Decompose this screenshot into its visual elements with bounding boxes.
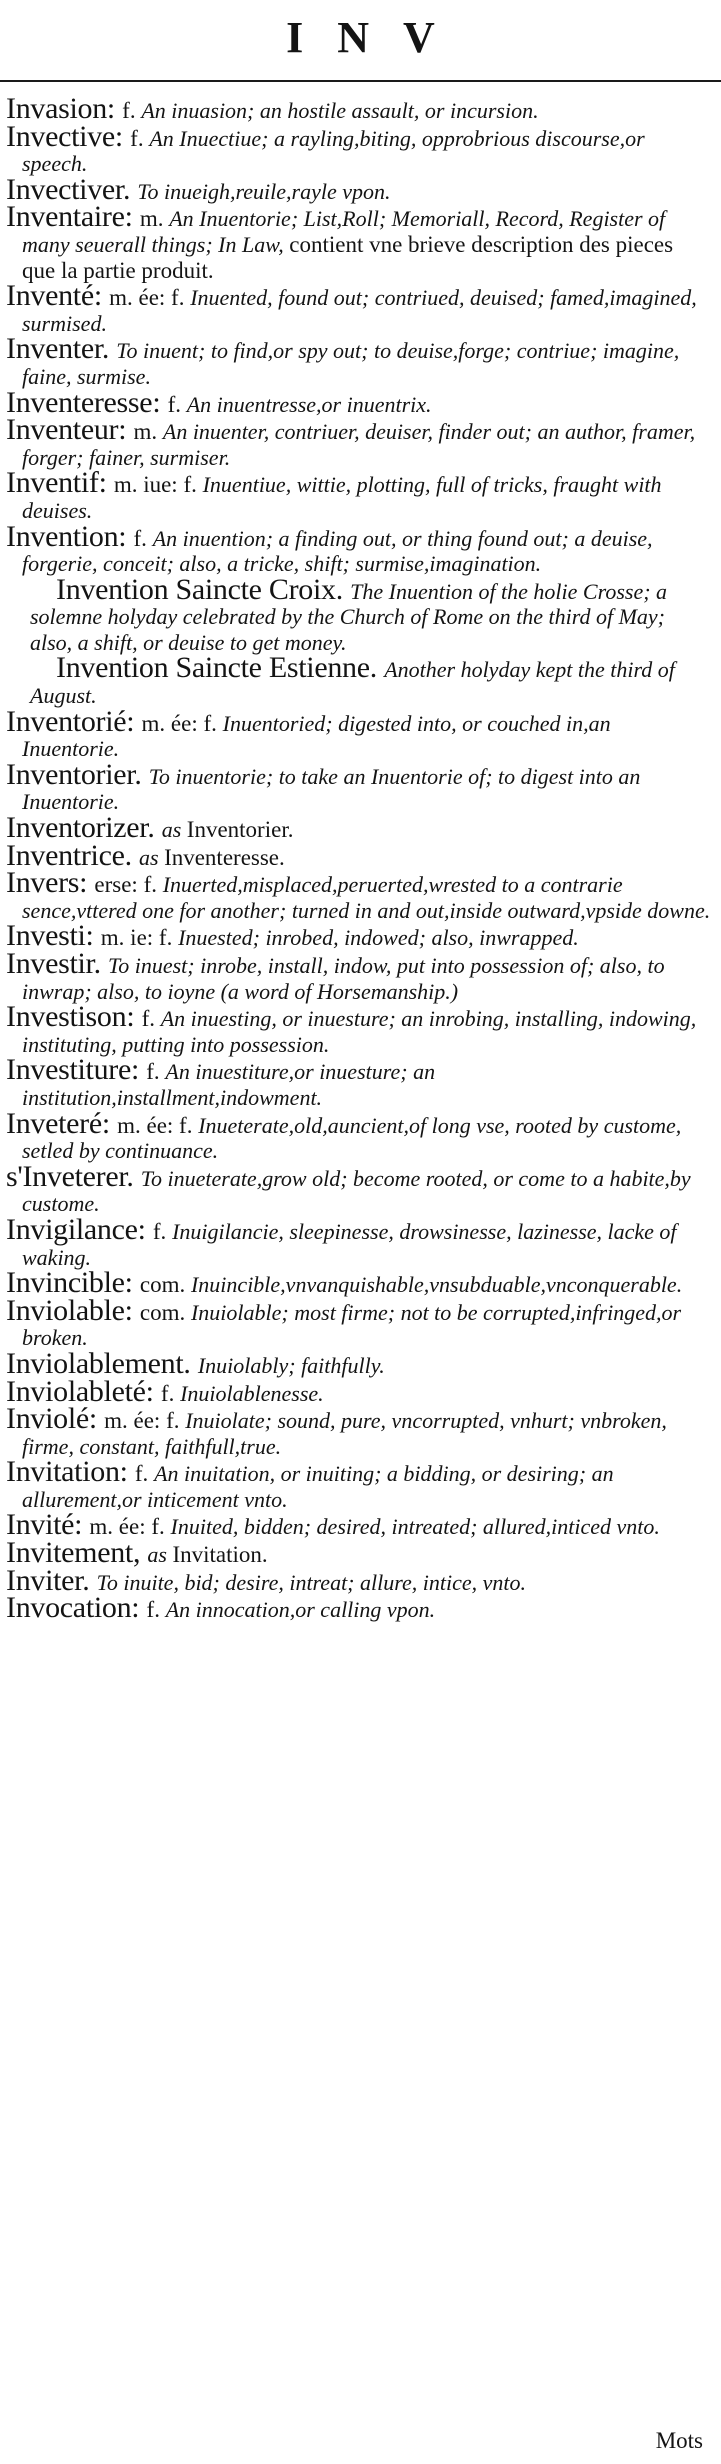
- definition: Inuentiue, wittie, plotting, full of tricks, fraught with deuises.: [22, 472, 662, 523]
- definition: To inuentorie; to take an Inuentorie of; to digest into an Inuentorie.: [22, 763, 641, 815]
- grammatical-note: f.: [146, 1059, 166, 1085]
- grammatical-note: f.: [130, 125, 150, 151]
- catchword: Mots: [655, 2428, 703, 2453]
- headword: Inventeresse:: [6, 385, 168, 419]
- headword: s'Inveterer.: [6, 1159, 141, 1193]
- sub-entry: [30, 651, 711, 709]
- dictionary-entry: [6, 919, 711, 953]
- dictionary-entry: [6, 1591, 711, 1625]
- definition: To inuent; to find,or spy out; to deuise,forge; contriue; imagine, faine, surmise.: [22, 338, 680, 389]
- dictionary-entry: [6, 704, 711, 762]
- definition-tail: Inventeresse.: [164, 844, 285, 870]
- definition: An Inuentorie; List,Roll; Memoriall, Record, Register of many seuerall things; In Law,: [22, 206, 666, 257]
- headword: Inviolable:: [6, 1293, 140, 1327]
- headword: Investi:: [6, 919, 101, 953]
- grammatical-note: m. ée: f.: [109, 285, 191, 311]
- definition: An inuasion; an hostile assault, or incursion.: [141, 98, 539, 123]
- dictionary-entry: [6, 838, 711, 872]
- definition: The Inuention of the holie Crosse; a solemne holyday celebrated by the Church of Rome on the third of May; also, a shift, or deuise to get money.: [30, 578, 668, 655]
- headword: Investir.: [6, 947, 108, 980]
- sub-entry: [30, 572, 711, 656]
- definition: Inuentoried; digested into, or couched in,an Inuentorie.: [22, 710, 611, 762]
- headword: Investison:: [6, 1000, 142, 1034]
- running-head: INV: [286, 13, 469, 62]
- definition: An inuestiture,or inuesture; an institution,installment,indowment.: [22, 1059, 436, 1110]
- dictionary-entry: [6, 1293, 711, 1351]
- dictionary-entry: [6, 866, 711, 923]
- dictionary-entry: [6, 119, 711, 177]
- definition: Another holyday kept the third of August.: [30, 657, 675, 709]
- headword: Invocation:: [6, 1591, 147, 1625]
- dictionary-entry: [6, 413, 711, 470]
- dictionary-entry: [6, 947, 711, 1004]
- grammatical-note: f.: [152, 1218, 173, 1244]
- definition: To inueigh,reuile,rayle vpon.: [137, 178, 391, 204]
- grammatical-note: f.: [122, 98, 142, 123]
- headword: Inventorizer.: [6, 811, 162, 845]
- headword: Inventif:: [6, 466, 114, 500]
- grammatical-note: com.: [139, 1272, 191, 1298]
- definition: as: [147, 1542, 173, 1568]
- headword: Invasion:: [6, 92, 123, 125]
- definition: An inuenter, contriuer, deuiser, finder out; an author, framer, forger; fainer, surmiser.: [22, 419, 696, 470]
- headword: Inveteré:: [6, 1106, 118, 1140]
- definition: Inuented, found out; contriued, deuised; famed,imagined, surmised.: [22, 285, 697, 336]
- headword: Invectiver.: [6, 172, 138, 206]
- definition-tail: Invitation.: [172, 1542, 268, 1568]
- dictionary-entry: [6, 1053, 711, 1110]
- headword: Invincible:: [6, 1266, 140, 1300]
- definition-tail: Inventorier.: [186, 817, 294, 843]
- definition: Inuiolablenesse.: [180, 1380, 324, 1406]
- definition: Inuiolably; faithfully.: [197, 1352, 385, 1378]
- definition: To inueterate,grow old; become rooted, or come to a habite,by custome.: [22, 1165, 691, 1217]
- dictionary-entry: [6, 332, 711, 389]
- headword: Invitement,: [6, 1536, 148, 1570]
- headword: Inviolé:: [6, 1402, 105, 1436]
- headword: Inventaire:: [6, 200, 140, 234]
- definition: To inuest; inrobe, install, indow, put into possession of; also, to inwrap; also, to ioyne (a word of Horsemanship.): [22, 953, 665, 1004]
- entry-list: [6, 92, 711, 1625]
- dictionary-entry: [6, 466, 711, 523]
- dictionary-entry: [6, 519, 711, 577]
- header-rule: [0, 80, 721, 82]
- headword: Invigilance:: [6, 1212, 153, 1246]
- headword: Inventeur:: [6, 413, 134, 447]
- definition: as: [139, 844, 165, 870]
- dictionary-entry: [6, 1212, 711, 1270]
- headword: Inventorier.: [6, 757, 149, 791]
- dictionary-entry: [6, 1106, 711, 1164]
- headword: Inventer.: [6, 332, 117, 366]
- definition: Inuerted,misplaced,peruerted,wrested to a contrarie sence,vttered one for another; turned in and out,inside outward,vpside downe.: [22, 872, 711, 923]
- dictionary-entry: [6, 1374, 711, 1408]
- headword: Investiture:: [6, 1053, 147, 1087]
- definition: An innocation,or calling vpon.: [165, 1597, 436, 1623]
- grammatical-note: m. ée: f.: [141, 710, 223, 736]
- headword: Invention Saincte Croix.: [56, 572, 351, 606]
- grammatical-note: m.: [139, 206, 170, 232]
- definition: Inuited, bidden; desired, intreated; allured,inticed vnto.: [170, 1514, 660, 1540]
- definition: An Inuectiue; a rayling,biting, opprobrious discourse,or speech.: [22, 125, 645, 177]
- dictionary-entry: [6, 1455, 711, 1512]
- definition: Inuested; inrobed, indowed; also, inwrapped.: [178, 925, 579, 951]
- definition: Inuincible,vnvanquishable,vnsubduable,vnconquerable.: [190, 1272, 683, 1298]
- grammatical-note: m. ée: f.: [89, 1514, 171, 1540]
- headword: Invention:: [6, 519, 134, 553]
- grammatical-note: m. ie: f.: [100, 925, 179, 951]
- grammatical-note: erse: f.: [94, 872, 163, 898]
- definition: An inuitation, or inuiting; a bidding, or desiring; an allurement,or inticement vnto.: [22, 1461, 614, 1512]
- definition: Inuiolate; sound, pure, vncorrupted, vnhurt; vnbroken, firme, constant, faithfull,true.: [22, 1408, 667, 1459]
- dictionary-entry: [6, 1402, 711, 1459]
- grammatical-note: com.: [139, 1299, 191, 1325]
- grammatical-note: f.: [134, 1461, 155, 1487]
- headword: Inventrice.: [6, 838, 139, 872]
- grammatical-note: f.: [146, 1597, 166, 1623]
- definition: An inuentresse,or inuentrix.: [186, 391, 432, 417]
- dictionary-entry: [6, 279, 711, 336]
- grammatical-note: m. iue: f.: [113, 472, 203, 498]
- definition: An inuention; a finding out, or thing found out; a deuise, forgerie, conceit; also, a tricke, shift; surmise,imagination.: [22, 525, 653, 577]
- grammatical-note: m. ée: f.: [117, 1112, 199, 1138]
- grammatical-note: f.: [160, 1380, 181, 1406]
- headword: Invers:: [6, 866, 95, 900]
- headword: Inviter.: [6, 1563, 97, 1597]
- headword: Invective:: [6, 119, 131, 153]
- headword: Inventé:: [6, 279, 110, 313]
- grammatical-note: f.: [167, 391, 187, 417]
- definition: An inuesting, or inuesture; an inrobing, installing, indowing, instituting, putting into possession.: [22, 1006, 697, 1057]
- definition: Inuigilancie, sleepinesse, drowsinesse, lazinesse, lacke of waking.: [22, 1218, 677, 1270]
- definition: Inuiolable; most firme; not to be corrupted,infringed,or broken.: [22, 1299, 682, 1351]
- dictionary-entry: [6, 1159, 711, 1217]
- dictionary-entry: [6, 1000, 711, 1057]
- dictionary-entry: [6, 1536, 711, 1570]
- grammatical-note: f.: [133, 525, 153, 551]
- headword: Invité:: [6, 1508, 90, 1542]
- definition: To inuite, bid; desire, intreat; allure, intice, vnto.: [96, 1569, 526, 1595]
- headword: Inviolableté:: [6, 1374, 161, 1408]
- grammatical-note: m.: [133, 419, 163, 445]
- headword: Inventorié:: [6, 704, 142, 738]
- headword: Inviolablement.: [6, 1346, 198, 1380]
- grammatical-note: m. ée: f.: [104, 1408, 186, 1434]
- grammatical-note: f.: [141, 1006, 161, 1032]
- headword: Invention Saincte Estienne.: [56, 651, 385, 685]
- definition: Inueterate,old,auncient,of long vse, rooted by custome, setled by continuance.: [22, 1112, 682, 1164]
- headword: Invitation:: [6, 1455, 135, 1489]
- definition-tail: contient vne brieve description des pieces que la partie produit.: [22, 231, 674, 283]
- dictionary-entry: [6, 200, 711, 283]
- dictionary-entry: [6, 757, 711, 815]
- definition: as: [161, 817, 187, 843]
